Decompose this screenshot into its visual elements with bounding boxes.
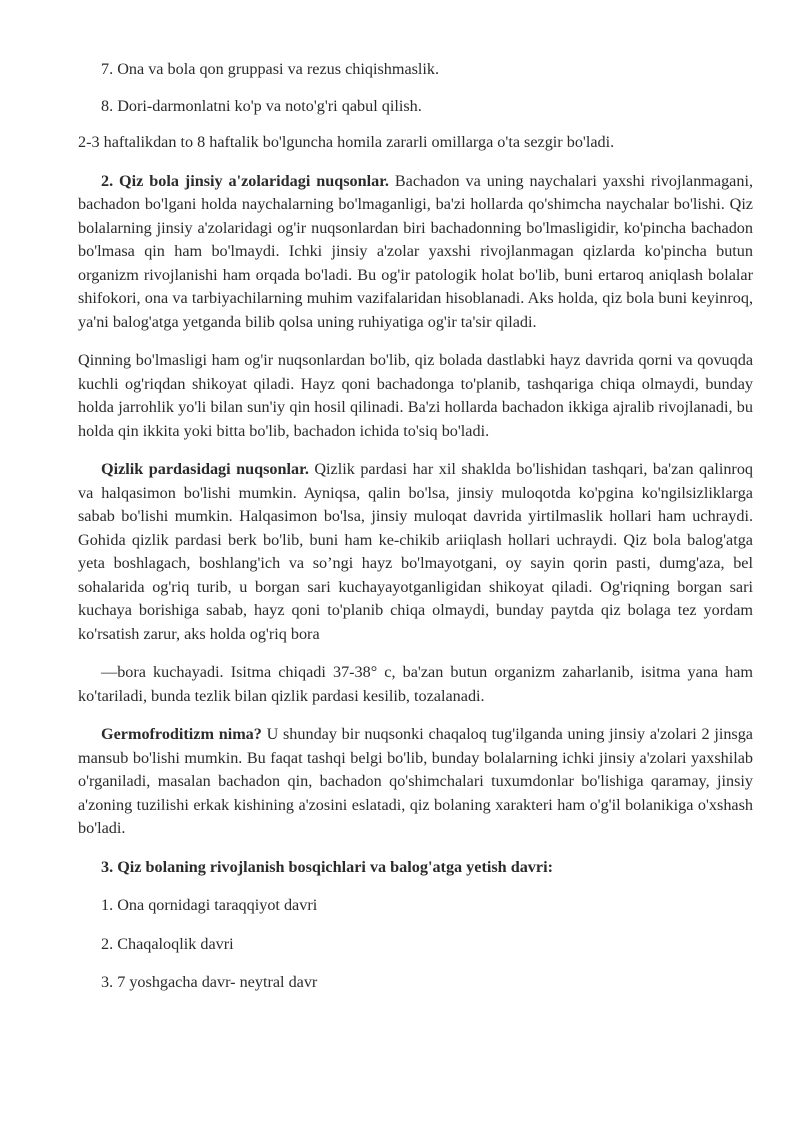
section-3-heading (78, 856, 753, 880)
qizlik-paragraph (78, 458, 753, 646)
list-item-7: 7. Ona va bola qon gruppasi va rezus chiqishmaslik. (101, 60, 440, 78)
document-page (78, 58, 753, 995)
germo-text: U shunday bir nuqsonki chaqaloq tug'ilganda uning jinsiy a'zolari 2 jinsga mansub bo'lishi mumkin. Bu faqat tashqi belgi bo'lib, bunday bolalarning ichki jinsiy a'zolari yaxshilab o'rganiladi, masalan bachadon qin, bachadon qo'shimchalari tuxumdonlar bo'lishiga qaramay, jinsiy a'zoning tuzilishi erkak kishining a'zosini eslatadi, qiz bolaning xarakteri ham o'g'il bolanikiga o'xshash bo'ladi. (78, 725, 753, 837)
section-2-text: Bachadon va uning naychalari yaxshi rivojlanmagani, bachadon bo'lgani holda naychalarning bo'lmaganligi, ba'zi hollarda qo'shimcha naychalar bo'lishi. Qiz bolalarning jinsiy a'zolaridagi og'ir nuqsonlardan biri bachadonning bo'lmasligidir, ko'pincha bachadon bo'lmasa qin ham bo'lmaydi. Ichki jinsiy a'zolar yaxshi rivojlanmagan qizlarda ko'pincha butun organizm rivojlanishi ham orqada bo'ladi. Bu og'ir patologik holat bo'lib, buni ertaroq aniqlash bolalar shifokori, ona va tarbiyachilarning muhim vazifalaridan hisoblanadi. Aks holda, qiz bola buni keyinroq, ya'ni balog'atga yetganda bilib qolsa uning ruhiyatiga og'ir ta'sir qiladi. (78, 171, 753, 331)
qizlik-text: Qizlik pardasi har xil shaklda bo'lishidan tashqari, ba'zan qalinroq va halqasimon bo'lishi mumkin. Ayniqsa, qalin bo'lsa, jinsiy muloqotda ko'pgina ko'ngilsizliklarga sabab bo'lishi mumkin. Halqasimon bo'lsa, jinsiy muloqat davrida yirtilmaslik hollari ham uchraydi. Gohida qizlik pardasi berk bo'lib, buni ham ke-chikib ariiqlash hollari uchraydi. Qiz bola balog'atga yeta boshlagach, boshlang'ich va so’ngi hayz bo'lmayotgani, oy sayin qorin pasti, dumg'aza, bel sohalarida og'riq turib, u borgan sari kuchayayotganligidan shikoyat qiladi. Og'riqning borgan sari kuchaya borishiga sabab, hayz qoni to'planib chiqa olmaydi, bunday paytda qiz bolaga tez yordam ko'rsatish zarur, aks holda og'riq bora (78, 460, 754, 643)
stage-item-1: 1. Ona qornidagi taraqqiyot davri (101, 896, 318, 914)
section-2-heading: 2. Qiz bola jinsiy a'zolaridagi nuqsonlar. (101, 171, 389, 190)
germo-heading: Germofroditizm nima? (101, 725, 262, 743)
stage-item-3: 3. 7 yoshgacha davr- neytral davr (101, 973, 318, 991)
stage-item-2: 2. Chaqaloqlik davri (101, 934, 234, 953)
section-3-heading-text: 3. Qiz bolaning rivojlanish bosqichlari va balog'atga yetish davri: (101, 857, 553, 876)
germo-paragraph (78, 723, 753, 841)
bora-paragraph: —bora kuchayadi. Isitma chiqadi 37-38° c, ba'zan butun organizm zaharlanib, isitma yana ham ko'tariladi, bunda tezlik bilan qizlik pardasi kesilib, tozalanadi. (78, 663, 753, 705)
qizlik-heading: Qizlik pardasidagi nuqsonlar. (101, 460, 309, 478)
qin-paragraph: Qinning bo'lmasligi ham og'ir nuqsonlardan bo'lib, qiz bolada dastlabki hayz davrida qorni va qovuqda kuchli og'riqdan shikoyat qiladi. Hayz qoni bachadonga to'planib, tashqariga chiqa olmaydi, bunday holda jarrohlik yo'li bilan sun'iy qin hosil qilinadi. Ba'zi hollarda bachadon ikkiga ajralib rivojlanadi, bu holda qin ikkita yoki bitta bo'lib, bachadon ichida to'siq bo'ladi. (78, 351, 753, 440)
list-item-8: 8. Dori-darmonlatni ko'p va noto'g'ri qabul qilish. (101, 96, 422, 115)
sensitivity-paragraph: 2-3 haftalikdan to 8 haftalik bo'lguncha homila zararli omillarga o'ta sezgir bo'ladi. (78, 133, 615, 151)
section-2-paragraph (78, 170, 753, 335)
